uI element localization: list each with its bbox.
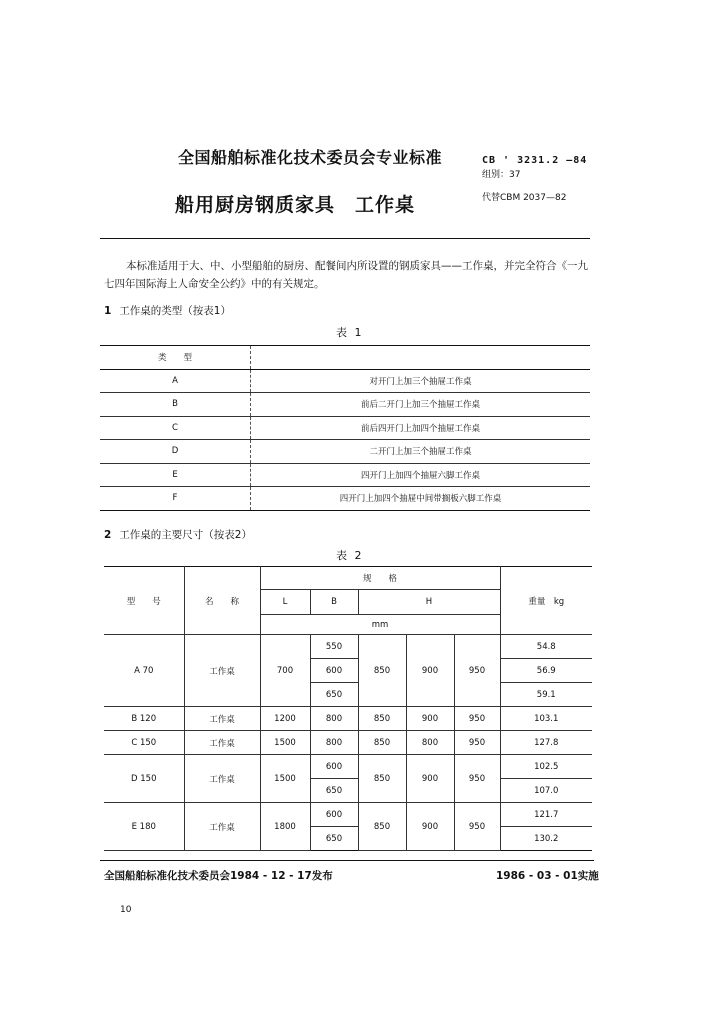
issuing-body: 全国船舶标准化技术委员会专业标准 xyxy=(178,148,443,167)
name-cell: 工作桌 xyxy=(184,731,260,755)
h-cell: 850 xyxy=(358,707,406,731)
table-1 xyxy=(100,345,590,511)
section-2-title: 工作桌的主要尺寸（按表2） xyxy=(119,529,252,541)
type-cell: A xyxy=(100,369,251,393)
l-cell: 1500 xyxy=(260,755,310,803)
h-cell: 800 xyxy=(406,731,454,755)
l-cell: 700 xyxy=(260,635,310,707)
h-cell: 900 xyxy=(406,635,454,707)
table-row xyxy=(100,463,590,487)
b-cell: 800 xyxy=(310,707,358,731)
b-cell: 650 xyxy=(310,827,358,851)
section-2-number: 2 xyxy=(104,529,112,541)
table-row xyxy=(100,487,590,511)
weight-cell: 130.2 xyxy=(500,827,592,851)
h-header: H xyxy=(358,590,500,615)
type-cell: B xyxy=(100,393,251,417)
h-cell: 950 xyxy=(454,707,500,731)
l-cell: 1200 xyxy=(260,707,310,731)
document-title: 船用厨房钢质家具 工作桌 xyxy=(175,194,416,216)
model-cell: E 180 xyxy=(104,803,184,851)
table-row xyxy=(100,416,590,440)
desc-cell: 二开门上加三个抽屉工作桌 xyxy=(251,440,591,464)
type-cell: F xyxy=(100,487,251,511)
h-cell: 950 xyxy=(454,803,500,851)
unit-header: mm xyxy=(260,615,500,635)
b-cell: 650 xyxy=(310,779,358,803)
model-cell: B 120 xyxy=(104,707,184,731)
bottom-rule xyxy=(100,860,594,861)
weight-cell: 103.1 xyxy=(500,707,592,731)
weight-cell: 127.8 xyxy=(500,731,592,755)
table-row xyxy=(104,707,592,731)
weight-cell: 59.1 xyxy=(500,683,592,707)
desc-cell: 前后二开门上加三个抽屉工作桌 xyxy=(251,393,591,417)
standard-number: CB ' 3231.2 —84 xyxy=(482,155,588,166)
l-cell: 1500 xyxy=(260,731,310,755)
b-cell: 650 xyxy=(310,683,358,707)
table-row xyxy=(100,440,590,464)
table-row xyxy=(104,635,592,659)
table-row xyxy=(104,731,592,755)
type-cell: C xyxy=(100,416,251,440)
model-cell: D 150 xyxy=(104,755,184,803)
issue-date: 全国船舶标准化技术委员会1984 - 12 - 17发布 xyxy=(104,870,333,882)
weight-cell: 121.7 xyxy=(500,803,592,827)
name-cell: 工作桌 xyxy=(184,803,260,851)
effective-date: 1986 - 03 - 01实施 xyxy=(496,870,599,882)
table-row xyxy=(100,393,590,417)
table-row xyxy=(104,803,592,827)
b-cell: 550 xyxy=(310,635,358,659)
weight-cell: 102.5 xyxy=(500,755,592,779)
desc-cell: 前后四开门上加四个抽屉工作桌 xyxy=(251,416,591,440)
table-row xyxy=(104,755,592,779)
name-cell: 工作桌 xyxy=(184,635,260,707)
table-1-type-header: 类 型 xyxy=(100,346,251,370)
weight-cell: 54.8 xyxy=(500,635,592,659)
h-cell: 900 xyxy=(406,755,454,803)
b-cell: 800 xyxy=(310,731,358,755)
h-cell: 850 xyxy=(358,731,406,755)
table-1-caption: 表 1 xyxy=(336,326,364,339)
top-rule xyxy=(100,238,590,239)
h-cell: 950 xyxy=(454,731,500,755)
model-header: 型 号 xyxy=(104,567,184,635)
h-cell: 950 xyxy=(454,635,500,707)
b-cell: 600 xyxy=(310,755,358,779)
b-header: B xyxy=(310,590,358,615)
group-number: 组别：37 xyxy=(482,170,521,180)
page-number: 10 xyxy=(120,905,132,915)
h-cell: 900 xyxy=(406,803,454,851)
b-cell: 600 xyxy=(310,803,358,827)
replaces-note: 代替CBM 2037—82 xyxy=(482,193,567,203)
section-1-title: 工作桌的类型（按表1） xyxy=(119,305,231,317)
h-cell: 850 xyxy=(358,755,406,803)
h-cell: 950 xyxy=(454,755,500,803)
section-1-number: 1 xyxy=(104,305,112,317)
type-cell: D xyxy=(100,440,251,464)
section-1-heading xyxy=(104,303,231,318)
table-row xyxy=(100,369,590,393)
section-2-heading xyxy=(104,527,252,542)
name-cell: 工作桌 xyxy=(184,755,260,803)
table-2-caption: 表 2 xyxy=(336,549,364,562)
scope-paragraph: 本标准适用于大、中、小型船舶的厨房、配餐间内所设置的钢质家具——工作桌，并完全符合《一九七四年国际海上人命安全公约》中的有关规定。 xyxy=(104,260,588,290)
h-cell: 850 xyxy=(358,635,406,707)
model-cell: A 70 xyxy=(104,635,184,707)
desc-cell: 四开门上加四个抽屉六脚工作桌 xyxy=(251,463,591,487)
b-cell: 600 xyxy=(310,659,358,683)
weight-cell: 107.0 xyxy=(500,779,592,803)
l-cell: 1800 xyxy=(260,803,310,851)
name-header: 名 称 xyxy=(184,567,260,635)
l-header: L xyxy=(260,590,310,615)
weight-cell: 56.9 xyxy=(500,659,592,683)
h-cell: 900 xyxy=(406,707,454,731)
table-1-header-row xyxy=(100,346,590,370)
weight-header: 重量 kg xyxy=(500,567,592,635)
table-1-desc-header xyxy=(251,346,591,370)
name-cell: 工作桌 xyxy=(184,707,260,731)
table-2 xyxy=(104,566,592,851)
desc-cell: 四开门上加四个抽屉中间带搁板六脚工作桌 xyxy=(251,487,591,511)
h-cell: 850 xyxy=(358,803,406,851)
desc-cell: 对开门上加三个抽屉工作桌 xyxy=(251,369,591,393)
spec-header: 规 格 xyxy=(260,567,500,590)
type-cell: E xyxy=(100,463,251,487)
model-cell: C 150 xyxy=(104,731,184,755)
